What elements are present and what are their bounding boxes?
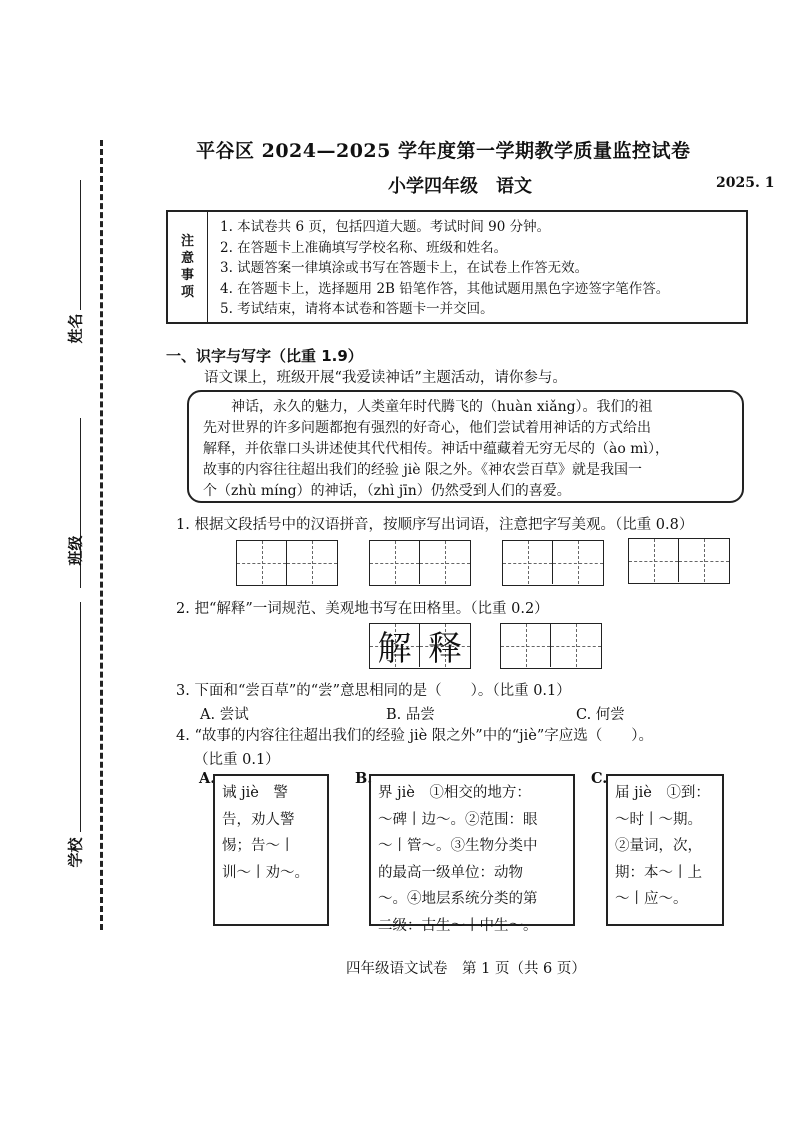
dict-line: ～。④地层系统分类的第	[378, 891, 538, 907]
passage-line: 神话，永久的魅力，人类童年时代腾飞的（huàn xiǎng）。我们的祖	[203, 399, 653, 415]
choice-c-label[interactable]: C.	[591, 770, 608, 787]
answer-grid-4[interactable]	[628, 538, 730, 584]
notice-item: 1. 本试卷共 6 页，包括四道大题。考试时间 90 分钟。	[220, 219, 551, 235]
question-4-weight: （比重 0.1）	[194, 752, 280, 768]
dict-line: 的最高一级单位：动物	[378, 864, 523, 881]
question-4: 4. “故事的内容往往超出我们的经验 jiè 限之外”中的“jiè”字应选（ ）。	[176, 728, 653, 744]
notice-item: 4. 在答题卡上，选择题用 2B 铅笔作答，其他试题用黑色字迹签字笔作答。	[220, 280, 670, 297]
sample-char: 释	[428, 629, 462, 669]
reading-passage-box	[187, 390, 744, 503]
option-c[interactable]: C. 何尝	[576, 707, 625, 723]
dict-line: 训～丨劝～。	[222, 864, 309, 881]
name-write-line	[80, 180, 81, 310]
question-3: 3. 下面和“尝百草”的“尝”意思相同的是（ ）。（比重 0.1）	[176, 683, 571, 699]
page-footer: 四年级语文试卷 第 1 页（共 6 页）	[346, 961, 586, 977]
dict-line: 界 jiè ①相交的地方：	[378, 785, 531, 801]
page-title: 平谷区 2024—2025 学年度第一学期教学质量监控试卷	[196, 140, 691, 162]
passage-line: 先对世界的许多问题都抱有强烈的好奇心，他们尝试着用神话的方式给出	[203, 420, 651, 436]
class-label: 班级	[66, 535, 85, 566]
choice-b-box[interactable]	[369, 774, 575, 934]
reading-passage	[203, 397, 669, 502]
answer-grid-q2[interactable]	[500, 623, 602, 669]
dict-line: ～时丨～期。	[615, 811, 702, 828]
dict-line: 二级：古生～丨中生～。	[378, 917, 538, 934]
dict-line: 告，劝人警	[222, 811, 295, 828]
choice-a-label[interactable]: A.	[199, 770, 216, 787]
choice-c-box[interactable]	[606, 774, 724, 926]
passage-line: 个（zhù míng）的神话，（zhì jīn）仍然受到人们的喜爱。	[203, 483, 571, 499]
dict-line: ～碑丨边～。②范围：眼	[378, 811, 538, 828]
notice-item: 5. 考试结束，请将本试卷和答题卡一并交回。	[220, 301, 494, 317]
dict-line: 诫 jiè 警	[222, 785, 288, 801]
grid-cell[interactable]	[287, 541, 337, 584]
binding-dashed-line	[100, 140, 103, 930]
page-subtitle: 小学四年级 语文	[388, 176, 532, 197]
choice-b-label[interactable]: B.	[355, 770, 373, 787]
grid-cell[interactable]	[629, 539, 679, 582]
answer-grid-1b[interactable]	[286, 540, 338, 586]
passage-line: 故事的内容往往超出我们的经验 jiè 限之外。《神农尝百草》就是我国一	[203, 462, 643, 478]
dict-line: ～丨应～。	[615, 891, 688, 907]
section-intro: 语文课上，班级开展“我爱读神话”主题活动，请你参与。	[204, 370, 567, 386]
answer-grid-3[interactable]	[502, 540, 604, 586]
option-a[interactable]: A. 尝试	[200, 707, 249, 723]
grid-cell[interactable]	[501, 624, 551, 667]
notice-box	[166, 210, 748, 324]
grid-cell[interactable]	[551, 624, 601, 667]
school-write-line	[80, 602, 81, 832]
grid-cell[interactable]	[503, 541, 553, 584]
choice-a-box[interactable]	[213, 774, 329, 926]
grid-cell[interactable]	[237, 541, 287, 584]
sample-grid	[369, 623, 471, 669]
notice-item: 3. 试题答案一律填涂或书写在答题卡上，在试卷上作答无效。	[220, 260, 589, 276]
exam-date: 2025. 1	[716, 175, 775, 191]
sample-cell	[370, 624, 420, 667]
school-label: 学校	[66, 837, 85, 868]
grid-cell[interactable]	[420, 541, 470, 584]
notice-heading-char: 意	[180, 251, 194, 266]
grid-cell[interactable]	[679, 539, 729, 582]
grid-cell[interactable]	[370, 541, 420, 584]
dict-line: 期：本～丨上	[615, 864, 702, 881]
section-heading: 一、识字与写字（比重 1.9）	[166, 347, 363, 365]
notice-heading-char: 事	[180, 268, 194, 283]
notice-item: 2. 在答题卡上准确填写学校名称、班级和姓名。	[220, 239, 508, 256]
question-2: 2. 把“解释”一词规范、美观地书写在田格里。（比重 0.2）	[176, 601, 549, 617]
notice-heading-char: 项	[180, 285, 194, 300]
option-b[interactable]: B. 品尝	[386, 707, 435, 723]
question-1: 1. 根据文段括号中的汉语拼音，按顺序写出词语，注意把字写美观。（比重 0.8）	[176, 517, 694, 533]
name-label: 姓名	[66, 313, 85, 344]
notice-list	[220, 217, 669, 320]
dict-line: 届 jiè ①到：	[615, 785, 710, 801]
passage-line: 解释，并依靠口头讲述使其代代相传。神话中蕴藏着无穷无尽的（ào mì），	[203, 441, 669, 457]
notice-heading-char: 注	[180, 234, 194, 249]
sample-cell	[420, 624, 470, 667]
answer-grid-2[interactable]	[369, 540, 471, 586]
dict-line: ～丨管～。③生物分类中	[378, 838, 538, 854]
dict-line: 惕；告～丨	[222, 838, 295, 854]
dict-line: ②量词，次，	[615, 838, 702, 854]
sample-char: 解	[377, 629, 412, 669]
notice-heading	[168, 212, 208, 322]
grid-cell[interactable]	[553, 541, 603, 584]
